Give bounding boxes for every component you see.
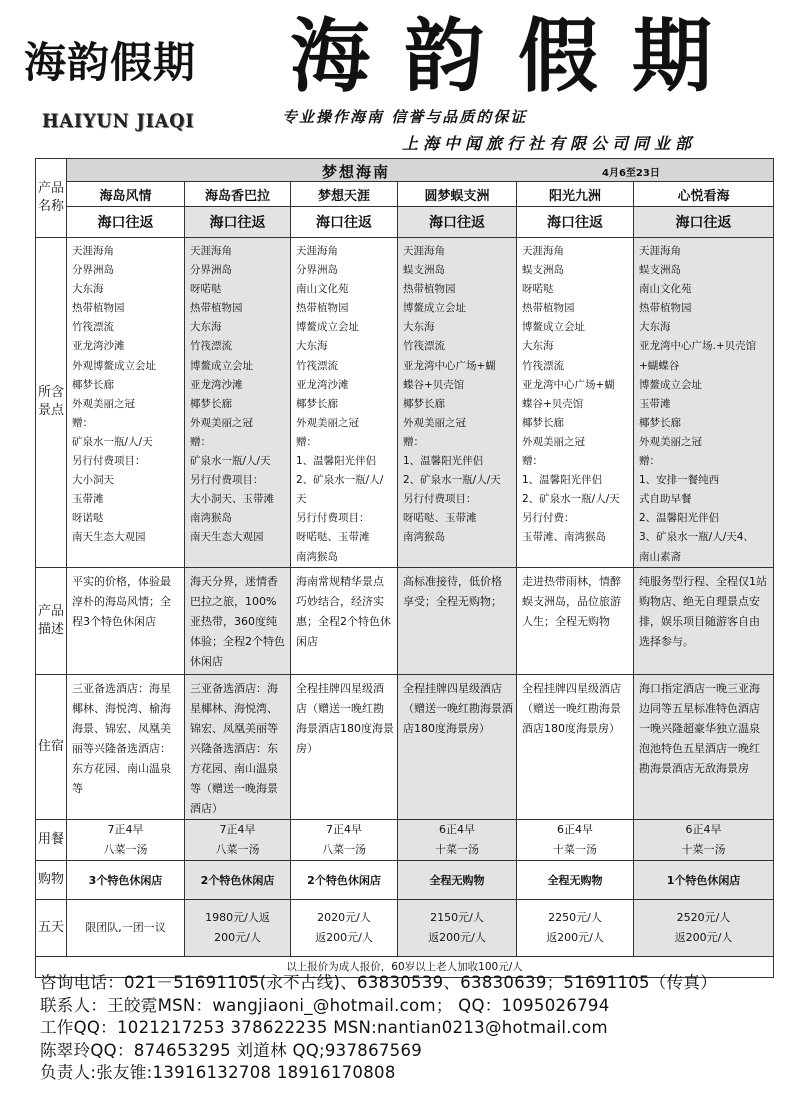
row-label-hotel: 住宿 xyxy=(36,674,67,819)
route: 海口往返 xyxy=(185,207,291,238)
meal-cell xyxy=(185,819,291,860)
spot-item: 蜈支洲岛 xyxy=(639,264,681,277)
price-main: 1980元/人返 xyxy=(205,910,270,924)
price-table xyxy=(35,158,774,978)
spot-item: 南山文化苑 xyxy=(639,283,692,296)
table-date: 4月6至23日 xyxy=(602,168,660,179)
spot-item: 大东海 xyxy=(72,283,104,296)
spots-cell xyxy=(398,238,517,568)
title-row xyxy=(36,159,774,182)
spot-item: 1、安排一餐纯西 xyxy=(639,474,720,487)
price-cell xyxy=(398,899,517,956)
big-title: 海韵假期 xyxy=(290,9,746,103)
product-names-row xyxy=(36,182,774,207)
spot-item: 博鳌成立会址 xyxy=(639,378,702,391)
spot-item: 1、温馨阳光伴侣 xyxy=(522,474,603,487)
price-rebate: 返200元/人 xyxy=(428,930,486,944)
price-rebate: 返200元/人 xyxy=(674,930,733,944)
spot-item: 外观美丽之冠 xyxy=(639,435,702,448)
spot-item: 竹筏漂流 xyxy=(296,359,338,372)
hotel-cell: 全程挂牌四星级酒店（赠送一晚红勘海景酒店180度海景房） xyxy=(517,674,634,819)
row-label-spots: 所含景点 xyxy=(36,238,67,568)
spot-item: 天涯海角 xyxy=(72,245,114,257)
spot-item: 矿泉水一瓶/人/天 xyxy=(72,435,153,448)
spot-item: 外观美丽之冠 xyxy=(403,416,466,429)
price-main: 2520元/人 xyxy=(676,910,731,924)
product-name: 圆梦蜈支洲 xyxy=(398,182,517,207)
spots-cell xyxy=(517,238,634,568)
price-main: 2250元/人 xyxy=(548,910,602,924)
spot-item: 椰梦长廊 xyxy=(639,416,681,429)
spots-cell xyxy=(291,238,398,568)
product-name: 心悦看海 xyxy=(634,182,774,207)
spot-item: 南湾猴岛 xyxy=(296,550,338,563)
spot-item: 热带植物园 xyxy=(403,283,456,296)
spot-item: 赠： xyxy=(72,416,93,429)
spot-item: 外观博鳌成立会址 xyxy=(72,359,156,372)
row-label-product-name: 产品名称 xyxy=(36,159,67,238)
price-main: 限团队,一团一议 xyxy=(85,920,166,934)
price-note: 以上报价为成人报价，60岁以上老人加收100元/人 xyxy=(36,956,774,977)
meal-count: 7正4早 xyxy=(107,822,144,836)
price-row xyxy=(36,899,774,956)
spot-item: 分界洲岛 xyxy=(190,264,232,277)
spot-item: 外观美丽之冠 xyxy=(190,416,253,429)
meal-count: 6正4早 xyxy=(557,822,593,836)
price-rebate: 200元/人 xyxy=(214,930,261,944)
product-name: 海岛香巴拉 xyxy=(185,182,291,207)
meal-count: 6正4早 xyxy=(439,822,475,836)
logo-english: HAIYUN JIAQI xyxy=(42,110,195,132)
meal-standard: 八菜一汤 xyxy=(103,842,148,856)
hotel-cell: 三亚备选酒店：海星椰林、海悦湾、榆海海景、锦宏、凤凰美丽等兴隆备选酒店：东方花园、南山温泉等 xyxy=(67,674,185,819)
shopping-row xyxy=(36,860,774,899)
hotel-cell: 全程挂牌四星级酒店（赠送一晚红勘海景酒店180度海景房） xyxy=(398,674,517,819)
route: 海口往返 xyxy=(398,207,517,238)
row-label-desc: 产品描述 xyxy=(36,567,67,674)
table-title: 梦想海南 xyxy=(322,163,391,181)
spot-item: 热带植物园 xyxy=(72,302,125,315)
meal-row xyxy=(36,819,774,860)
spot-item: 椰梦长廊 xyxy=(296,397,338,410)
shopping-cell: 2个特色休闲店 xyxy=(185,860,291,899)
spot-item: 呀喏哒、玉带滩 xyxy=(296,531,370,544)
spot-item: 天涯海角 xyxy=(639,245,681,257)
price-cell xyxy=(517,899,634,956)
hotel-cell: 海口指定酒店一晚三亚海边同等五星标准特色酒店一晚兴隆超豪华独立温泉泡池特色五星酒店一晚红勘海景酒店无敌海景房 xyxy=(634,674,774,819)
spot-item: 式自助早餐 xyxy=(639,493,692,506)
meal-cell xyxy=(67,819,185,860)
contact-qq-2: 陈翠玲QQ：874653295 刘道林 QQ;937867569 xyxy=(40,1040,423,1060)
meal-cell xyxy=(517,819,634,860)
spot-item: 2、矿泉水一瓶/人/ xyxy=(296,474,384,487)
meal-standard: 十菜一汤 xyxy=(553,842,597,856)
spot-item: 蜈支洲岛 xyxy=(522,264,564,277)
desc-cell: 高标准接待，低价格享受；全程无购物； xyxy=(398,567,517,674)
spot-item: 椰梦长廊 xyxy=(403,397,445,410)
desc-cell: 海天分界，迷情香巴拉之旅，100%亚热带，360度纯体验；全程2个特色休闲店 xyxy=(185,567,291,674)
spot-item: 大小洞天、玉带滩 xyxy=(190,493,274,506)
spot-item: 大小洞天 xyxy=(72,474,114,487)
meal-standard: 十菜一汤 xyxy=(681,842,726,856)
desc-cell: 平实的价格，体验最淳朴的海岛风情；全程3个特色休闲店 xyxy=(67,567,185,674)
spot-item: 另行付费项目： xyxy=(72,455,146,468)
spots-cell xyxy=(185,238,291,568)
spot-item: 2、温馨阳光伴侣 xyxy=(639,512,720,525)
contact-person: 联系人：王皎霓MSN：wangjiaoni_@hotmail.com； QQ：1095026794 xyxy=(40,995,610,1015)
spot-item: 竹筏漂流 xyxy=(522,359,564,372)
spot-item: 南湾猴岛 xyxy=(190,512,232,525)
price-main: 2020元/人 xyxy=(317,910,371,924)
spot-item: 亚龙湾中心广场+蝴 xyxy=(403,359,496,372)
spot-item: 蝶谷+贝壳馆 xyxy=(403,378,465,391)
price-rebate: 返200元/人 xyxy=(315,930,373,944)
spot-item: 呀喏哒 xyxy=(522,283,554,296)
spot-item: 热带植物园 xyxy=(296,302,349,315)
logo-text: 海韵假期 xyxy=(24,38,197,87)
hotel-cell: 全程挂牌四星级酒店（赠送一晚红勘海景酒店180度海景房） xyxy=(291,674,398,819)
spot-item: 分界洲岛 xyxy=(72,264,114,277)
row-label-meal: 用餐 xyxy=(36,819,67,860)
spot-item: 亚龙湾中心广场+蝴 xyxy=(522,378,615,391)
spot-item: 矿泉水一瓶/人/天 xyxy=(190,455,271,468)
spot-item: 呀诺哒 xyxy=(72,512,104,525)
shopping-cell: 全程无购物 xyxy=(398,860,517,899)
spot-item: 2、矿泉水一瓶/人/天 xyxy=(403,474,501,487)
spot-item: 热带植物园 xyxy=(190,302,243,315)
spot-item: 蜈支洲岛 xyxy=(403,264,445,277)
spot-item: 另行付费项目： xyxy=(403,493,477,506)
spot-item: 大东海 xyxy=(190,321,222,334)
spot-item: 南湾猴岛 xyxy=(403,531,445,544)
company-name: 上海中闻旅行社有限公司同业部 xyxy=(402,134,697,153)
spot-item: 亚龙湾沙滩 xyxy=(190,378,243,391)
spot-item: 天涯海角 xyxy=(522,245,564,257)
slogan: 专业操作海南 信誉与品质的保证 xyxy=(282,108,528,126)
price-rebate: 返200元/人 xyxy=(546,930,604,944)
route-row xyxy=(36,207,774,238)
price-main: 2150元/人 xyxy=(430,910,484,924)
shopping-cell: 全程无购物 xyxy=(517,860,634,899)
desc-cell: 纯服务型行程、全程仅1站购物店、绝无自理景点安排，娱乐项目随游客自由选择参与。 xyxy=(634,567,774,674)
spots-cell xyxy=(67,238,185,568)
spot-item: 玉带滩 xyxy=(639,397,671,410)
spot-item: 外观美丽之冠 xyxy=(522,435,585,448)
spot-item: 玉带滩、南湾猴岛 xyxy=(522,531,606,544)
spot-item: 椰梦长廊 xyxy=(190,397,232,410)
header xyxy=(0,0,800,158)
meal-count: 7正4早 xyxy=(219,822,256,836)
spot-item: 南天生态大观园 xyxy=(190,531,264,544)
price-cell xyxy=(185,899,291,956)
spot-item: 赠： xyxy=(522,455,543,468)
spot-item: 博鳌成立会址 xyxy=(403,302,466,315)
spot-item: 天涯海角 xyxy=(403,245,445,257)
meal-standard: 八菜一汤 xyxy=(322,842,366,856)
hotel-cell: 三亚备选酒店：海星椰林、海悦湾、锦宏、凤凰美丽等兴隆备选酒店：东方花园、南山温泉等（赠送一晚海景酒店） xyxy=(185,674,291,819)
spot-item: 外观美丽之冠 xyxy=(72,397,135,410)
contacts xyxy=(40,972,717,1085)
spot-item: 博鳌成立会址 xyxy=(190,359,253,372)
product-name: 梦想天涯 xyxy=(291,182,398,207)
row-label-days: 五天 xyxy=(36,899,67,956)
spot-item: 竹筏漂流 xyxy=(403,340,445,353)
spot-item: 3、矿泉水一瓶/人/天4、 xyxy=(639,531,754,544)
route: 海口往返 xyxy=(67,207,185,238)
spot-item: 天涯海角 xyxy=(296,245,338,257)
spot-item: 椰梦长廊 xyxy=(522,416,564,429)
spot-item: 大东海 xyxy=(522,340,554,353)
spot-item: 玉带滩 xyxy=(72,493,104,506)
meal-cell xyxy=(398,819,517,860)
spot-item: 亚龙湾沙滩 xyxy=(72,340,125,353)
spot-item: 1、温馨阳光伴侣 xyxy=(403,455,484,468)
meal-cell xyxy=(634,819,774,860)
spot-item: 蝶谷+贝壳馆 xyxy=(522,397,584,410)
spot-item: 2、矿泉水一瓶/人/天 xyxy=(522,493,620,506)
shopping-cell: 3个特色休闲店 xyxy=(67,860,185,899)
hotel-row xyxy=(36,674,774,819)
price-cell xyxy=(634,899,774,956)
spot-item: 另行付费项目： xyxy=(190,474,264,487)
spot-item: 博鳌成立会址 xyxy=(296,321,359,334)
spot-item: 椰梦长廊 xyxy=(72,378,114,391)
spot-item: 赠： xyxy=(190,435,211,448)
meal-standard: 八菜一汤 xyxy=(215,842,260,856)
spot-item: 另行付费： xyxy=(522,512,575,525)
product-name: 阳光九洲 xyxy=(517,182,634,207)
spot-item: 天涯海角 xyxy=(190,245,232,257)
row-label-shopping: 购物 xyxy=(36,860,67,899)
shopping-cell: 2个特色休闲店 xyxy=(291,860,398,899)
route: 海口往返 xyxy=(291,207,398,238)
desc-cell: 海南常规精华景点巧妙结合，经济实惠；全程2个特色休闲店 xyxy=(291,567,398,674)
shopping-cell: 1个特色休闲店 xyxy=(634,860,774,899)
spot-item: 天 xyxy=(296,493,307,506)
route: 海口往返 xyxy=(634,207,774,238)
spot-item: 南天生态大观园 xyxy=(72,531,146,544)
spot-item: 分界洲岛 xyxy=(296,264,338,277)
product-name: 海岛风情 xyxy=(67,182,185,207)
spot-item: 大东海 xyxy=(296,340,328,353)
meal-count: 6正4早 xyxy=(685,822,722,836)
spot-item: 亚龙湾中心广场.+贝壳馆 xyxy=(639,340,757,353)
spot-item: 1、温馨阳光伴侣 xyxy=(296,455,377,468)
meal-cell xyxy=(291,819,398,860)
desc-row xyxy=(36,567,774,674)
contact-phone: 咨询电话：021－51691105(永不占线)、63830539、63830639；51691105（传真） xyxy=(40,973,717,992)
contact-work-qq: 工作QQ：1021217253 378622235 MSN:nantian0213@hotmail.com xyxy=(40,1018,608,1037)
price-cell xyxy=(67,899,185,956)
table-title-cell xyxy=(67,159,774,182)
spots-row xyxy=(36,238,774,568)
contact-manager: 负责人:张友锥:13916132708 18916170808 xyxy=(40,1063,396,1082)
spot-item: 南山文化苑 xyxy=(296,283,349,296)
spot-item: 南山素斋 xyxy=(639,550,681,563)
spot-item: 竹筏漂流 xyxy=(190,340,232,353)
spot-item: 大东海 xyxy=(639,321,671,334)
spot-item: 竹筏漂流 xyxy=(72,321,114,334)
spot-item: 亚龙湾沙滩 xyxy=(296,378,349,391)
meal-standard: 十菜一汤 xyxy=(435,842,479,856)
spot-item: 大东海 xyxy=(403,321,435,334)
spot-item: 博鳌成立会址 xyxy=(522,321,585,334)
spot-item: 赠： xyxy=(403,435,424,448)
spot-item: 赠： xyxy=(296,435,317,448)
spot-item: 另行付费项目： xyxy=(296,512,370,525)
desc-cell: 走进热带雨林，情醉蜈支洲岛，品位旅游人生；全程无购物 xyxy=(517,567,634,674)
spots-cell xyxy=(634,238,774,568)
spot-item: 呀喏哒 xyxy=(190,283,222,296)
meal-count: 7正4早 xyxy=(326,822,362,836)
price-cell xyxy=(291,899,398,956)
route: 海口往返 xyxy=(517,207,634,238)
spot-item: 外观美丽之冠 xyxy=(296,416,359,429)
spot-item: +蝴蝶谷 xyxy=(639,359,680,372)
spot-item: 呀喏哒、玉带滩 xyxy=(403,512,477,525)
spot-item: 热带植物园 xyxy=(639,302,692,315)
spot-item: 热带植物园 xyxy=(522,302,575,315)
spot-item: 赠： xyxy=(639,455,660,468)
